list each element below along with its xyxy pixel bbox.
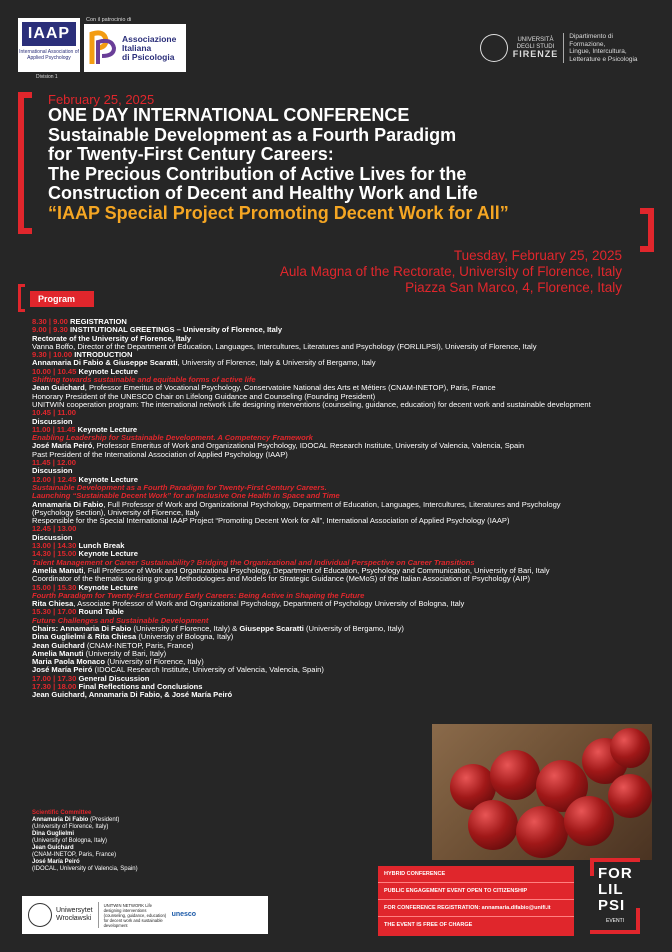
patronage-label: Con il patrocinio di [86,17,132,23]
title-line6: “IAAP Special Project Promoting Decent Work for All” [48,202,509,223]
committee-member-name: Dina Guglielmi [32,831,75,837]
division-label: Division 1 [36,74,58,80]
program-text: (University of Bologna, Italy) [136,633,234,642]
program-text: (University of Bergamo, Italy) [303,624,404,633]
venue-line3: Piazza San Marco, 4, Florence, Italy [405,280,622,295]
unifi-logo [480,30,650,66]
program-time: 14.30 | 15.00 [32,550,77,559]
program-bold-text: Jean Guichard [32,384,85,393]
footer-divider [98,902,99,928]
uw-line2: Wrocławski [56,915,92,922]
committee-member-affiliation: (University of Florence, Italy) [32,824,109,830]
program-row [32,525,662,533]
forlilpsi-eventi: EVENTI [606,918,625,924]
committee-member-affiliation: (University of Bologna, Italy) [32,838,108,844]
program-row [32,434,662,442]
aip-line2: Italiana [122,42,152,53]
uw-line1: Uniwersytet [56,907,93,914]
program-text: (IDOCAL Research Institute, University of Valencia, Valencia, Spain) [92,666,324,675]
info-registration: FOR CONFERENCE REGISTRATION: annamaria.difabio@unifi.it [378,900,574,917]
iaap-logo-mark: IAAP [22,22,76,46]
program-row [32,600,662,608]
program-text: (CNAM-INETOP, Paris, France) [84,641,194,650]
committee-member-name: José María Peiró [32,859,80,865]
program-time: 15.30 | 17.00 [32,608,77,617]
program-row [32,393,662,401]
title-bracket-left [18,92,32,234]
program-bold-text: Amelia Manuti [32,649,84,658]
venue [280,248,622,296]
program-bold-text: Discussion [32,533,73,542]
aip-mark-icon [88,28,118,68]
program-bold-text: Discussion [32,417,73,426]
program-talk-title: Fourth Paradigm for Twenty-First Century Early Careers: Being Active in Shaping the Future [32,591,365,600]
info-free: THE EVENT IS FREE OF CHARGE [384,922,473,928]
committee-line [32,831,138,838]
conference-date: February 25, 2025 [48,92,155,107]
program-row [32,683,662,691]
program-row [32,384,662,392]
committee-line [32,845,138,852]
program-row [32,318,662,326]
program-row [32,550,662,558]
program-list [32,318,662,700]
program-row [32,418,662,426]
program-row [32,335,662,343]
forlilpsi-logo [590,858,640,934]
program-text: (University of Bari, Italy) [83,649,167,658]
aip-logo [84,24,186,72]
program-bold-text: General Discussion [78,674,150,683]
program-text: (University of Florence, Italy) & [131,624,240,633]
program-talk-title: Future Challenges and Sustainable Development [32,616,209,625]
program-row [32,368,662,376]
program-row [32,534,662,542]
dept-line1: Dipartimento di Formazione, [569,33,613,48]
program-bold-text: Discussion [32,467,73,476]
program-bold-text: Keynote Lecture [78,583,138,592]
program-row [32,376,662,384]
apples-photo [432,724,652,860]
program-row [32,476,662,484]
program-bold-text: Keynote Lecture [77,425,138,434]
program-time: 13.00 | 14.30 [32,542,77,551]
program-text: Coordinator of the thematic working group Methodologies and Models for Strategic Guidance (MeMoS) of the Italian Association of Psychology (AIP) [32,575,531,584]
program-time: 11.00 | 11.45 [32,425,76,434]
program-text: Vanna Boffo, Director of the Department of Education, Languages, Intercultures, Literatures and Psychology (FORLILPSI), University of Florence, Italy [32,342,537,351]
program-row [32,559,662,567]
program-text: , Associate Professor of Work and Organizational Psychology, Department of Psychology University of Bologna, Italy [73,600,465,609]
forlilpsi-psi: PSI [598,897,626,914]
dept-line2: Lingue, Intercultura, [569,48,627,55]
program-time: 12.00 | 12.45 [32,475,77,484]
program-bold-text: Lunch Break [78,542,125,551]
program-bold-text: Final Reflections and Conclusions [78,683,203,692]
committee-member-name: Annamaria Di Fabio [32,817,89,823]
info-box [378,866,574,936]
unifi-divider [563,33,564,63]
iaap-logo [18,18,80,72]
committee-members [32,817,138,873]
program-bold-text: Keynote Lecture [78,550,138,559]
program-row [32,326,662,334]
program-row [32,442,662,450]
program-row [32,608,662,616]
program-row [32,467,662,475]
program-row [32,584,662,592]
committee-line [32,817,138,824]
footer-logos [22,896,268,934]
program-row [32,642,662,650]
program-row [32,633,662,641]
program-bold-text: Annamaria Di Fabio [32,500,104,509]
unitwin-text: UNITWIN NETWORK Life designing interventions (counseling, guidance, education) for decent work and sustainable development [103,902,167,928]
program-text: , Full Professor of Work and Organizational Psychology, Department of Education, Psychology and Communication, University of Bari, Italy [83,566,550,575]
unifi-line1: UNIVERSITÀ [517,36,554,43]
program-text: Honorary President of the UNESCO Chair on Lifelong Guidance and Counseling (Founding President) [32,392,376,401]
program-row [32,625,662,633]
program-bold-text: Round Table [78,608,124,617]
committee-member-affiliation: (IDOCAL, University of Valencia, Spain) [32,866,138,872]
program-row [32,451,662,459]
program-row [32,459,662,467]
program-time: 11.45 | 12.00 [32,459,76,468]
program-time: 17.00 | 17.30 [32,674,77,683]
program-bold-text: Keynote Lecture [78,475,138,484]
program-bold-text: José María Peiró [32,666,93,675]
program-talk-title: Launching “Sustainable Decent Work” for an Inclusive One Health in Space and Time [32,492,340,501]
program-talk-title: Shifting towards sustainable and equitable forms of active life [32,376,256,385]
program-row [32,666,662,674]
program-bold-text: Annamaria Di Fabio & Giuseppe Scaratti [32,359,178,368]
committee-heading: Scientific Committee [32,810,92,816]
title-bracket-right [640,208,654,252]
program-bold-text: Chairs: Annamaria Di Fabio [32,624,132,633]
info-public: PUBLIC ENGAGEMENT EVENT OPEN TO CITIZENSHIP [378,883,574,900]
program-row [32,658,662,666]
program-row [32,359,662,367]
scientific-committee [32,810,138,873]
program-bold-text: Jean Guichard [32,641,85,650]
committee-member-affiliation: (CNAM-INETOP, Paris, France) [32,852,117,858]
iaap-logo-sub: International Association of Applied Psychology [19,49,79,61]
venue-line2: Aula Magna of the Rectorate, University of Florence, Italy [279,264,622,279]
program-bold-text: Rita Chiesa [32,600,74,609]
program-bold-text: Keynote Lecture [78,367,138,376]
committee-member-affiliation: (President) [88,817,120,823]
unifi-line2: DEGLI STUDI [516,43,555,50]
program-row [32,567,662,575]
wroclaw-seal-icon [28,903,52,927]
program-row [32,691,662,699]
program-row [32,501,662,509]
program-row [32,675,662,683]
aip-line1: Associazione [122,33,177,44]
title-line2: Sustainable Development as a Fourth Paradigm [48,124,457,145]
aip-line3: di Psicologia [122,51,175,62]
program-bold-text: José María Peiró [32,442,93,451]
program-row [32,575,662,583]
title-line3: for Twenty-First Century Careers: [48,144,334,164]
title-line1: ONE DAY INTERNATIONAL CONFERENCE [48,105,410,125]
program-bold-text: Jean Guichard, Annamaria Di Fabio, & José María Peiró [32,691,233,700]
committee-line [32,824,138,831]
program-row [32,617,662,625]
program-talk-title: Talent Management or Career Sustainability? Bridging the Organizational and Individual Perspective on Career Transitions [32,558,475,567]
program-row [32,492,662,500]
committee-line [32,838,138,845]
program-row [32,592,662,600]
committee-line [32,866,138,873]
unesco-logo: unesco [171,911,197,918]
program-row [32,650,662,658]
program-text: (Psychology Section), University of Florence, Italy [32,508,200,517]
program-time: 9.00 | 9.30 [32,326,68,335]
program-text: , Professor Emeritus of Work and Organizational Psychology, IDOCAL Research Institute, University of Valencia, Valencia, Spain [92,442,525,451]
program-text: Responsible for the Special International IAAP Project “Promoting Decent Work for All”, International Association of Applied Psychology (IAAP) [32,517,510,526]
program-time: 9.30 | 10.00 [32,351,73,360]
program-bold-text: REGISTRATION [70,318,127,326]
program-bold-text: Dina Guglielmi & Rita Chiesa [32,633,137,642]
committee-member-name: Jean Guichard [32,845,74,851]
program-bold-text: Amelia Manuti [32,566,84,575]
forlilpsi-lil: LIL [598,881,624,898]
program-text: (University of Florence, Italy) [105,658,204,667]
forlilpsi-for: FOR [598,865,633,882]
program-bold-text: Rectorate of the University of Florence, Italy [32,334,192,343]
program-row [32,542,662,550]
program-bold-text: Giuseppe Scaratti [239,624,304,633]
program-bracket [18,284,25,312]
program-row [32,509,662,517]
program-row [32,351,662,359]
program-talk-title: Enabling Leadership for Sustainable Development. A Competency Framework [32,434,313,443]
committee-line [32,852,138,859]
program-row [32,517,662,525]
program-bold-text: Maria Paola Monaco [32,658,106,667]
program-bold-text: INTRODUCTION [74,351,133,360]
program-text: Past President of the International Association of Applied Psychology (IAAP) [32,450,288,459]
dept-line3: Letterature e Psicologia [569,55,638,63]
committee-line [32,859,138,866]
program-row [32,343,662,351]
program-time: 12.45 | 13.00 [32,525,77,534]
program-talk-title: Sustainable Development as a Fourth Paradigm for Twenty-First Century Careers. [32,483,327,492]
program-time: 8.30 | 9.00 [32,318,68,326]
conference-title [48,106,638,223]
program-row [32,409,662,417]
program-text: , University of Florence, Italy & University of Bergamo, Italy [177,359,376,368]
venue-line1: Tuesday, February 25, 2025 [453,248,622,263]
info-hybrid: HYBRID CONFERENCE [378,866,574,883]
program-time: 17.30 | 18.00 [32,683,77,692]
unifi-seal-icon [480,34,508,62]
program-label: Program [30,291,94,307]
title-line4: The Precious Contribution of Active Lives for the [48,163,467,184]
program-row [32,484,662,492]
program-row [32,426,662,434]
program-time: 10.45 | 11.00 [32,409,76,418]
title-line5: Construction of Decent and Healthy Work and Life [48,183,478,203]
program-text: , Full Professor of Work and Organizational Psychology, Department of Education, Languages, Intercultures, Literatures and Psychology [103,500,561,509]
program-text: UNITWIN cooperation program: The international network Life designing interventions (counseling, guidance, education) for decent work and sustainable development [32,400,591,409]
program-text: , Professor Emeritus of Vocational Psychology, Conservatoire National des Arts et Métiers (CNAM-INETOP), Paris, France [84,384,496,393]
program-time: 10.00 | 10.45 [32,367,77,376]
program-bold-text: INSTITUTIONAL GREETINGS – University of Florence, Italy [70,326,283,335]
unifi-line3: FIRENZE [512,48,559,59]
program-row [32,401,662,409]
program-time: 15.00 | 15.30 [32,583,77,592]
